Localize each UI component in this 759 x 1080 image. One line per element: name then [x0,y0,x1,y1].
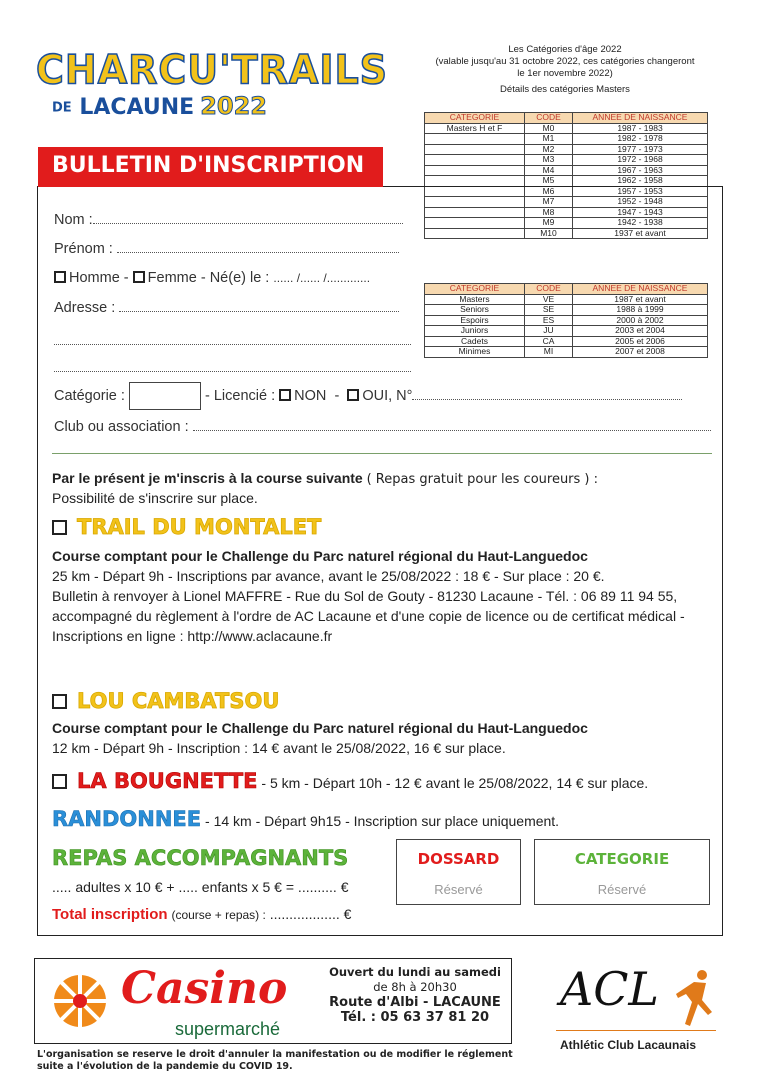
table-cell: 1962 - 1958 [573,176,708,187]
repas-title: REPAS ACCOMPAGNANTS [52,846,349,870]
age-categories-table: CATEGORIE CODE ANNEE DE NAISSANCE Masters VE 1987 et avant Seniors SE 1988 à 1999 Espoirs ES 2000 à 2002 Juniors JU 2003 et 2004 Cadets CA 2005 et 2006 Minimes MI 2007 et 2008 [424,283,708,358]
homme-checkbox[interactable] [54,271,66,283]
table-cell: 1947 - 1943 [573,207,708,218]
categories-title: Les Catégories d'âge 2022 [508,44,622,55]
categories-validity: (valable jusqu'au 31 octobre 2022, ces catégories changeront le 1er novembre 2022) [435,56,695,79]
table-cell: M5 [525,176,573,187]
dossard-box: DOSSARD Réservé [396,839,521,905]
randonnee-row: RANDONNEE - 14 km - Départ 9h15 - Inscription sur place uniquement. [52,807,560,831]
la-bougnette-row: LA BOUGNETTE - 5 km - Départ 10h - 12 € avant le 25/08/2022, 14 € sur place. [52,771,648,793]
table-row [425,134,708,145]
table-cell: M4 [525,165,573,176]
trail-montalet-title: TRAIL DU MONTALET [52,515,321,539]
prenom-field[interactable] [117,243,399,253]
table-cell: 1957 - 1953 [573,186,708,197]
casino-brand: Casino [121,963,288,1014]
table-cell: Seniors [425,305,525,316]
birthdate-field[interactable]: ...... /...... /............. [273,271,371,285]
table-cell: 1942 - 1938 [573,218,708,229]
categorie-row: Catégorie : - Licencié : NON - OUI, N° [54,382,682,410]
event-logo-subtitle: DE LACAUNE 2022 [52,92,267,120]
table-cell: M8 [525,207,573,218]
table-cell [425,134,525,145]
acl-name: Athlétic Club Lacaunais [560,1038,697,1052]
masters-title: Détails des catégories Masters [500,84,630,95]
nom-field[interactable] [93,214,403,224]
event-logo-title: CHARCU'TRAILS [36,46,389,94]
licence-number-field[interactable] [412,390,682,400]
prenom-row: Prénom : [54,241,399,257]
adresse-line-2[interactable] [54,335,411,345]
table-cell [425,155,525,166]
repas-line[interactable]: ..... adultes x 10 € + ..... enfants x 5 € = .......... € [52,879,349,895]
total-row: Total inscription (course + repas) : .................. € [52,906,352,923]
lou-cambatsou-details: Course comptant pour le Challenge du Parc naturel régional du Haut-Languedoc 12 km - Départ 9h - Inscription : 14 € avant le 25/08/2022, 16 € sur place. [52,720,588,756]
casino-sub: supermarché [175,1019,281,1039]
footer-disclaimer: L'organisation se reserve le droit d'annuler la manifestation ou de modifier le réglement suite a l'évolution de la pandemie du COVID 19. [37,1049,513,1072]
casino-flower-icon [45,971,115,1036]
table-cell [425,144,525,155]
table-cell: M10 [525,228,573,239]
table-cell: M2 [525,144,573,155]
table-cell: M0 [525,123,573,134]
lou-cambatsou-checkbox[interactable] [52,694,67,709]
adresse-field[interactable] [119,302,399,312]
categories-note [425,44,705,96]
non-checkbox[interactable] [279,389,291,401]
oui-checkbox[interactable] [347,389,359,401]
table-cell: 1988 à 1999 [573,305,708,316]
nom-row: Nom : [54,212,403,228]
lou-cambatsou-title: LOU CAMBATSOU [52,689,279,713]
intro: Par le présent je m'inscris à la course suivante ( Repas gratuit pour les coureurs ) : Possibilité de s'inscrire sur place. [52,470,599,506]
club-row: Club ou association : [54,419,711,435]
casino-info: Ouvert du lundi au samedi de 8h à 20h30 Route d'Albi - LACAUNE Tél. : 05 63 37 81 20 [329,965,501,1025]
table-cell: 1977 - 1973 [573,144,708,155]
page-title-banner: BULLETIN D'INSCRIPTION [38,147,383,187]
table-row [425,123,708,134]
table-cell: 1972 - 1968 [573,155,708,166]
table-cell: 1967 - 1963 [573,165,708,176]
table-cell: M9 [525,218,573,229]
categorie-input[interactable] [129,382,201,410]
table-row [425,144,708,155]
table-cell: CA [525,336,573,347]
adresse-line-3[interactable] [54,362,411,372]
table-cell: M7 [525,197,573,208]
table-cell: VE [525,294,573,305]
table-cell: M1 [525,134,573,145]
table-row [425,165,708,176]
table-cell: Minimes [425,347,525,358]
acl-logo: ACL [560,962,659,1016]
table-cell: 1952 - 1948 [573,197,708,208]
table-cell [425,165,525,176]
runner-icon [672,968,720,1035]
table-cell: 1982 - 1978 [573,134,708,145]
table-cell: 2007 et 2008 [573,347,708,358]
la-bougnette-checkbox[interactable] [52,774,67,789]
trail-montalet-details: Course comptant pour le Challenge du Parc naturel régional du Haut-Languedoc 25 km - Départ 9h - Inscriptions par avance, avant le 25/08/2022 : 18 € - Sur place : 20 €. Bulletin à renvoyer à Lionel MAFFRE - Rue du Sol de Gouty - 81230 Lacaune - Tél. : 06 89 11 94 55, accompagné du règlement à l'ordre de AC Lacaune et d'une copie de licence ou de certificat médical - Inscriptions en ligne : http://www.aclacaune.fr [52,548,685,644]
table-cell: Masters [425,294,525,305]
table-cell: ES [525,315,573,326]
table-cell: 2003 et 2004 [573,326,708,337]
table-row [425,155,708,166]
table-cell: Cadets [425,336,525,347]
table-cell: 1987 - 1983 [573,123,708,134]
categorie-reserved-box: CATEGORIE Réservé [534,839,710,905]
casino-ad [34,958,512,1044]
divider [52,453,712,454]
masters-table: CATEGORIE CODE ANNEE DE NAISSANCE Masters H et F M0 1987 - 1983 M1 1982 - 1978 M2 1977 - 1973 M3 1972 - 1968 M4 1967 - 1963 M5 1962 - 1958 M6 1957 - 1953 M7 1952 - 1948 M8 1947 - 1943 M9 1942 - 1938 M10 1937 et avant [424,112,708,239]
club-field[interactable] [193,421,711,431]
table-row [425,176,708,187]
table-cell: 1937 et avant [573,228,708,239]
gender-row: Homme - Femme - Né(e) le : ...... /...... /............. [54,270,370,286]
table-cell: MI [525,347,573,358]
table-cell: JU [525,326,573,337]
trail-montalet-checkbox[interactable] [52,520,67,535]
total-field[interactable]: .................. € [269,906,352,922]
adresse-row: Adresse : [54,300,399,316]
table-cell: Masters H et F [425,123,525,134]
table-cell [425,176,525,187]
table-cell: Espoirs [425,315,525,326]
table-cell: M6 [525,186,573,197]
table-cell: 2000 à 2002 [573,315,708,326]
femme-checkbox[interactable] [133,271,145,283]
acl-underline [556,1030,716,1031]
table-cell: 2005 et 2006 [573,336,708,347]
table-cell: SE [525,305,573,316]
table-cell: 1987 et avant [573,294,708,305]
table-cell: M3 [525,155,573,166]
table-cell: Juniors [425,326,525,337]
